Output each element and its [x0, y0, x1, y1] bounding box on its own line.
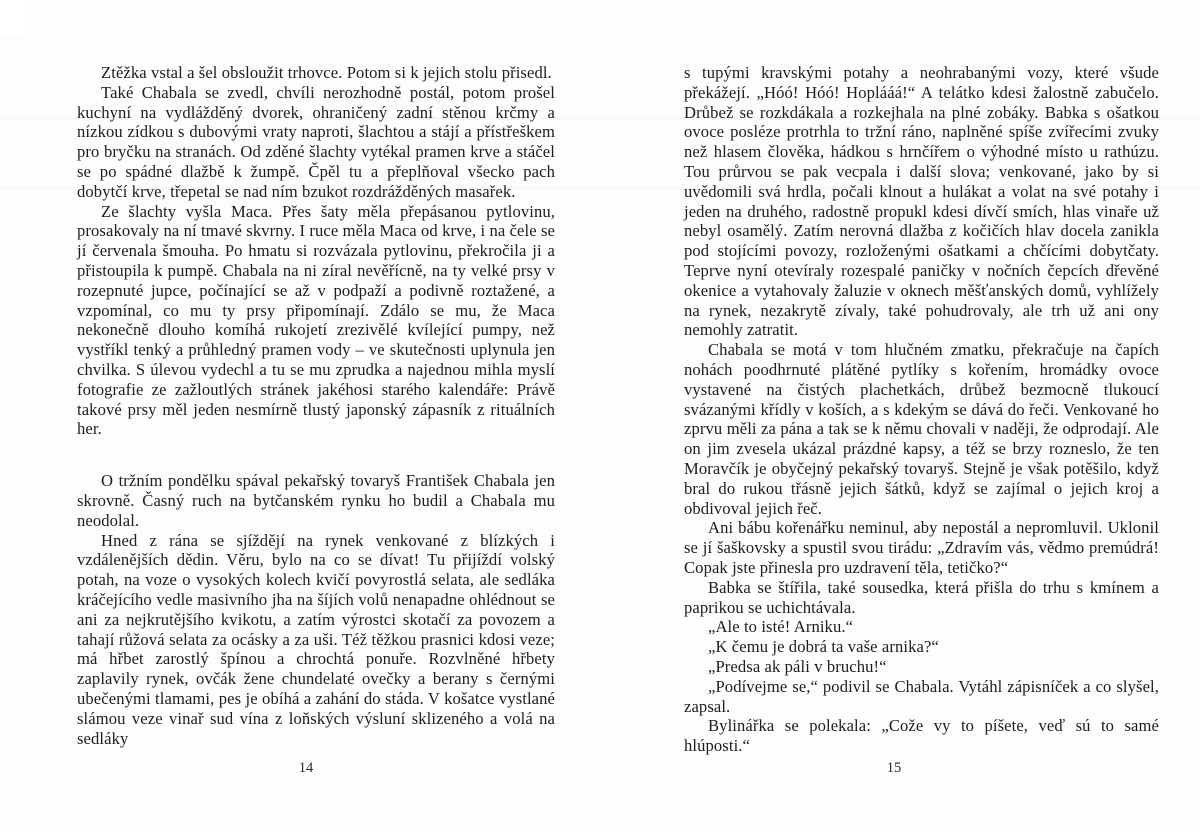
paragraph: Ani bábu kořenářku neminul, aby nepostál a nepromluvil. Uklonil se jí šaškovsky a spustil svou tirádu: „Zdravím vás, vědmo premúdrá! Copak jste přinesla pro uzdravení těla, tetičko?“	[684, 518, 1159, 577]
paragraph-dialogue: „Predsa ak páli v bruchu!“	[708, 656, 887, 676]
paragraph: Babka se štířila, také sousedka, která přišla do trhu s kmínem a paprikou se uchichtávala.	[684, 577, 1159, 617]
paragraph: Ze šlachty vyšla Maca. Přes šaty měla přepásanou pytlovinu, prosakovaly na ní tmavé skvrny. I ruce měla Maca od krve, i na čele se jí červenala šmouha. Po hmatu si rozvázala pytlovinu, překročila ji a přistoupila k pumpě. Chabala na ni zíral nevěřícně, na ty velké prsy v rozepnuté jupce, počínající se až v podpaží a podivně roztažené, a vzpomínal, co mu ty prsy připomínají. Zdálo se mu, že Maca nekonečně dlouho komíhá rukojetí zrezivělé kvílející pumpy, než vystříkl tenký a průhledný pramen vody – ve skutečnosti uplynula jen chvilka. S úlevou vydechl a tu se mu zprudka a najednou mihla myslí fotografie ze zažloutlých stránek jakéhosi starého kalendáře: Právě takové prsy měl jeden nesmírně tlustý japonský zápasník z rituálních her.	[77, 201, 555, 439]
paragraph: Chabala se motá v tom hlučném zmatku, překračuje na čapích nohách poodhrnuté plátěné pytlíky s kořením, hromádky ovoce vystavené na čistých plachetkách, drůbež bezmocně tlukoucí svázanými křídly v koších, a s kdekým se dává do řeči. Venkované ho zprvu měli za pána a tak se k němu chovali v naději, že odprodají. Ale on jim zvesela ukázal prázdné kapsy, a též se brzy rozneslo, že ten Moravčík je obyčejný pekařský tovaryš. Stejně je však potěšilo, když bral do rukou třásně jejich šátků, když se zajímal o jejich kroj a obdivoval jejich řeč.	[684, 340, 1159, 518]
paragraph: Ztěžka vstal a šel obsloužit trhovce. Potom si k jejich stolu přisedl.	[101, 63, 552, 82]
paragraph-section-start: O tržním pondělku spával pekařský tovaryš František Chabala jen skrovně. Časný ruch na bytčanském rynku ho budil a Chabala mu neodolal.	[77, 471, 555, 530]
page-number-left: 14	[298, 760, 314, 776]
paragraph-continuation: s tupými kravskými potahy a neohrabanými vozy, které všude překážejí. „Hóó! Hóó! Hoplááá!“ A telátko kdesi žalostně zabučelo. Drůbež se rozkdákala a rozkejhala na plné zobáky. Babka s ošatkou ovoce posléze protrhla to tržní ráno, naplněné spíše zvířecími zvuky než hlasem člověka, hádkou s hrnčířem o výhodné místo u rathúzu. Tou průrvou se pak vecpala i další slova; venkované, jako by si uvědomili svá hrdla, počali klnout a hulákat a volat na své potahy i jeden na druhého, radostně propukl kdesi dívčí smích, hlas vinaře už nebyl osamělý. Zatím nerovná dlažba z kočičích hlav docela zanikla pod stojícími povozy, rozloženými ošatkami a chčícími dobytčaty. Teprve nyní otevíraly rozespalé paničky v nočních čepcích dřevěné okenice a vytahovaly žaluzie v oknech měšťanských domů, vyhlížely na rynek, nezakrytě zívaly, také pohudrovaly, ale trh už ani ony nemohly zatratit.	[684, 63, 1159, 340]
paragraph-dialogue: „K čemu je dobrá ta vaše arnika?“	[708, 637, 939, 657]
page-right-text-block	[684, 63, 1159, 756]
paragraph-dialogue: Bylinářka se polekala: „Cože vy to píšete, veď sú to samé hlúposti.“	[684, 716, 1159, 756]
page-left-text-block	[77, 63, 555, 748]
paragraph-dialogue: „Ale to isté! Arniku.“	[708, 617, 854, 637]
paragraph: Také Chabala se zvedl, chvíli nerozhodně postál, potom prošel kuchyní na vydlážděný dvorek, ohraničený zadní stěnou krčmy a nízkou zídkou s dubovými vraty naproti, šlachtou a stájí a přístřeškem pro bryčku na stranách. Od zděné šlachty vytékal pramen krve a stáčel se po spádné dlažbě k žumpě. Čpěl tu a přeplňoval všecko pach dobytčí krve, třepetal se nad ním bzukot rozdrážděných masařek.	[77, 82, 555, 201]
paragraph: Hned z rána se sjíždějí na rynek venkované z blízkých i vzdálenějších dědin. Věru, bylo na co se dívat! Tu přijíždí volský potah, na voze o vysokých kolech kvičí povyrostlá selata, ale sedláka kráčejícího vedle masivního jha na šíjích volů nenapadne ohlédnout se ani za nejkrutějšího kvikotu, a zatím výrostci skotačí za povozem a tahají růžová selata za ocásky a za uši. Též těžkou prasnici kdosi veze; má hřbet zarostlý špínou a chrochtá ponuře. Rozvlněné hřbety zaplavily rynek, ovčák žene chundelaté ovečky a berany s černými ubečenými tlamami, pes je obíhá a zahání do stáda. V košatce vystlané slámou veze vinař sud vína z loňských výsluní sklizeného a volá na sedláky	[77, 530, 555, 748]
scan-corner-highlight	[0, 0, 26, 36]
page-number-right: 15	[886, 760, 902, 776]
paragraph-dialogue: „Podívejme se,“ podivil se Chabala. Vytáhl zápisníček a co slyšel, zapsal.	[684, 676, 1159, 716]
